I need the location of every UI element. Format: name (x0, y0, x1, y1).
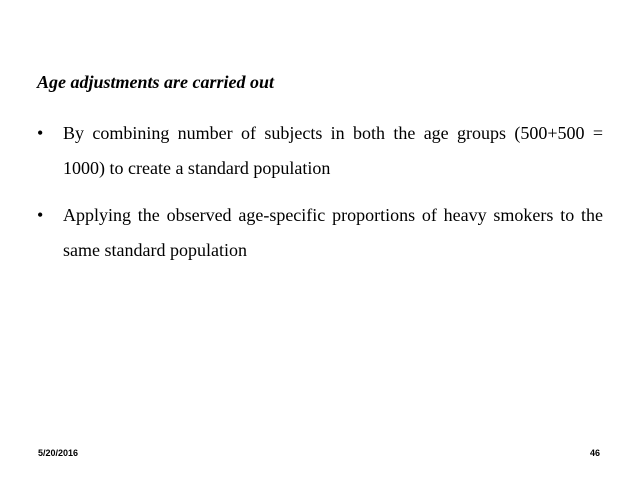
bullet-text: By combining number of subjects in both the age groups (500+500 = 1000) to create a standard population (63, 123, 603, 178)
bullet-item (37, 198, 603, 268)
page-number: 46 (589, 448, 600, 458)
slide-heading: Age adjustments are carried out (37, 72, 275, 92)
bullet-item (37, 116, 603, 186)
bullet-marker: • (37, 205, 44, 225)
footer-date: 5/20/2016 (38, 448, 79, 458)
bullet-text: Applying the observed age-specific proportions of heavy smokers to the same standard population (63, 205, 603, 260)
bullet-list (37, 116, 603, 280)
bullet-marker: • (37, 123, 44, 143)
